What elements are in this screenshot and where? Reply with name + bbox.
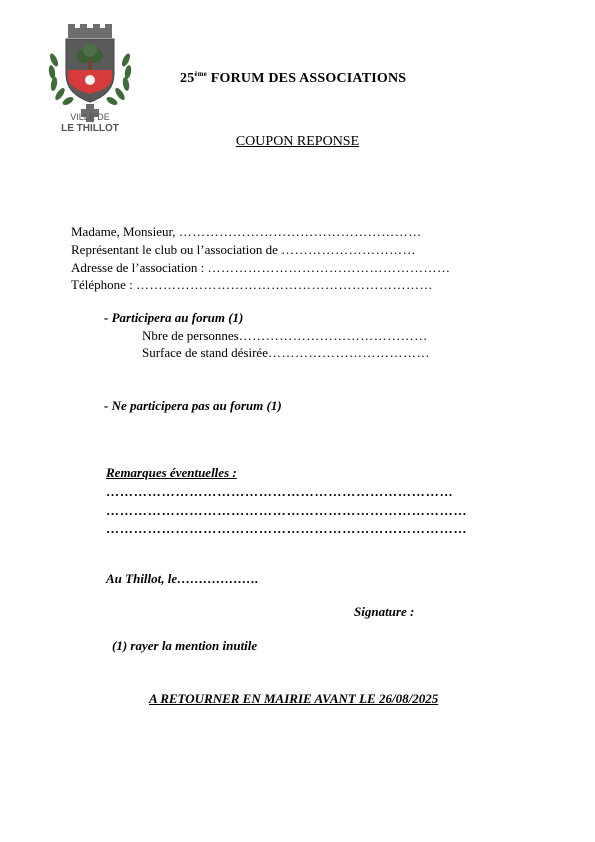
madame-field[interactable] <box>71 224 422 240</box>
remarques-heading: Remarques éventuelles : <box>106 465 237 480</box>
surface-stand-field[interactable] <box>142 345 430 361</box>
adresse-dots: ……………………………………………… <box>207 260 451 275</box>
representant-field[interactable] <box>71 242 416 258</box>
nbre-label: Nbre de personnes <box>142 328 239 343</box>
representant-dots: ………………………… <box>281 242 417 257</box>
participe-heading[interactable]: - Participera au forum (1) <box>104 310 244 325</box>
representant-label: Représentant le club ou l’association de <box>71 242 282 257</box>
logo-town-line2: LE THILLOT <box>61 123 119 134</box>
telephone-dots: ………………………………………………………… <box>135 277 433 292</box>
surface-label: Surface de stand désirée <box>142 345 268 360</box>
telephone-label: Téléphone : <box>71 277 136 292</box>
page-title <box>180 70 406 87</box>
title-superscript: ème <box>194 70 208 78</box>
retour-notice: A RETOURNER EN MAIRIE AVANT LE 26/08/2025 <box>149 691 439 706</box>
footnote-rayer: (1) rayer la mention inutile <box>112 638 258 653</box>
crown-icon <box>68 24 112 38</box>
nbre-dots: …………………………………… <box>238 328 428 343</box>
remarques-line-1[interactable]: ………………………………………………………………… <box>106 484 454 499</box>
adresse-label: Adresse de l’association : <box>71 260 208 275</box>
logo-town-line1: VILLE DE <box>70 112 110 122</box>
madame-dots: ……………………………………………… <box>178 224 422 239</box>
adresse-field[interactable] <box>71 260 450 276</box>
title-number: 25 <box>180 71 195 86</box>
telephone-field[interactable] <box>71 277 433 293</box>
title-text: FORUM DES ASSOCIATIONS <box>210 71 407 86</box>
madame-label: Madame, Monsieur, <box>71 224 179 239</box>
remarques-line-3[interactable]: …………………………………………………………………… <box>106 521 468 536</box>
surface-dots: ……………………………… <box>267 345 430 360</box>
nbre-personnes-field[interactable] <box>142 328 428 344</box>
remarques-line-2[interactable]: …………………………………………………………………… <box>106 503 468 518</box>
lieu-date-field[interactable]: Au Thillot, le………………. <box>106 571 259 586</box>
signature-label: Signature : <box>354 604 415 619</box>
ne-participe-heading[interactable]: - Ne participera pas au forum (1) <box>104 398 282 413</box>
coupon-title: COUPON REPONSE <box>235 134 360 149</box>
